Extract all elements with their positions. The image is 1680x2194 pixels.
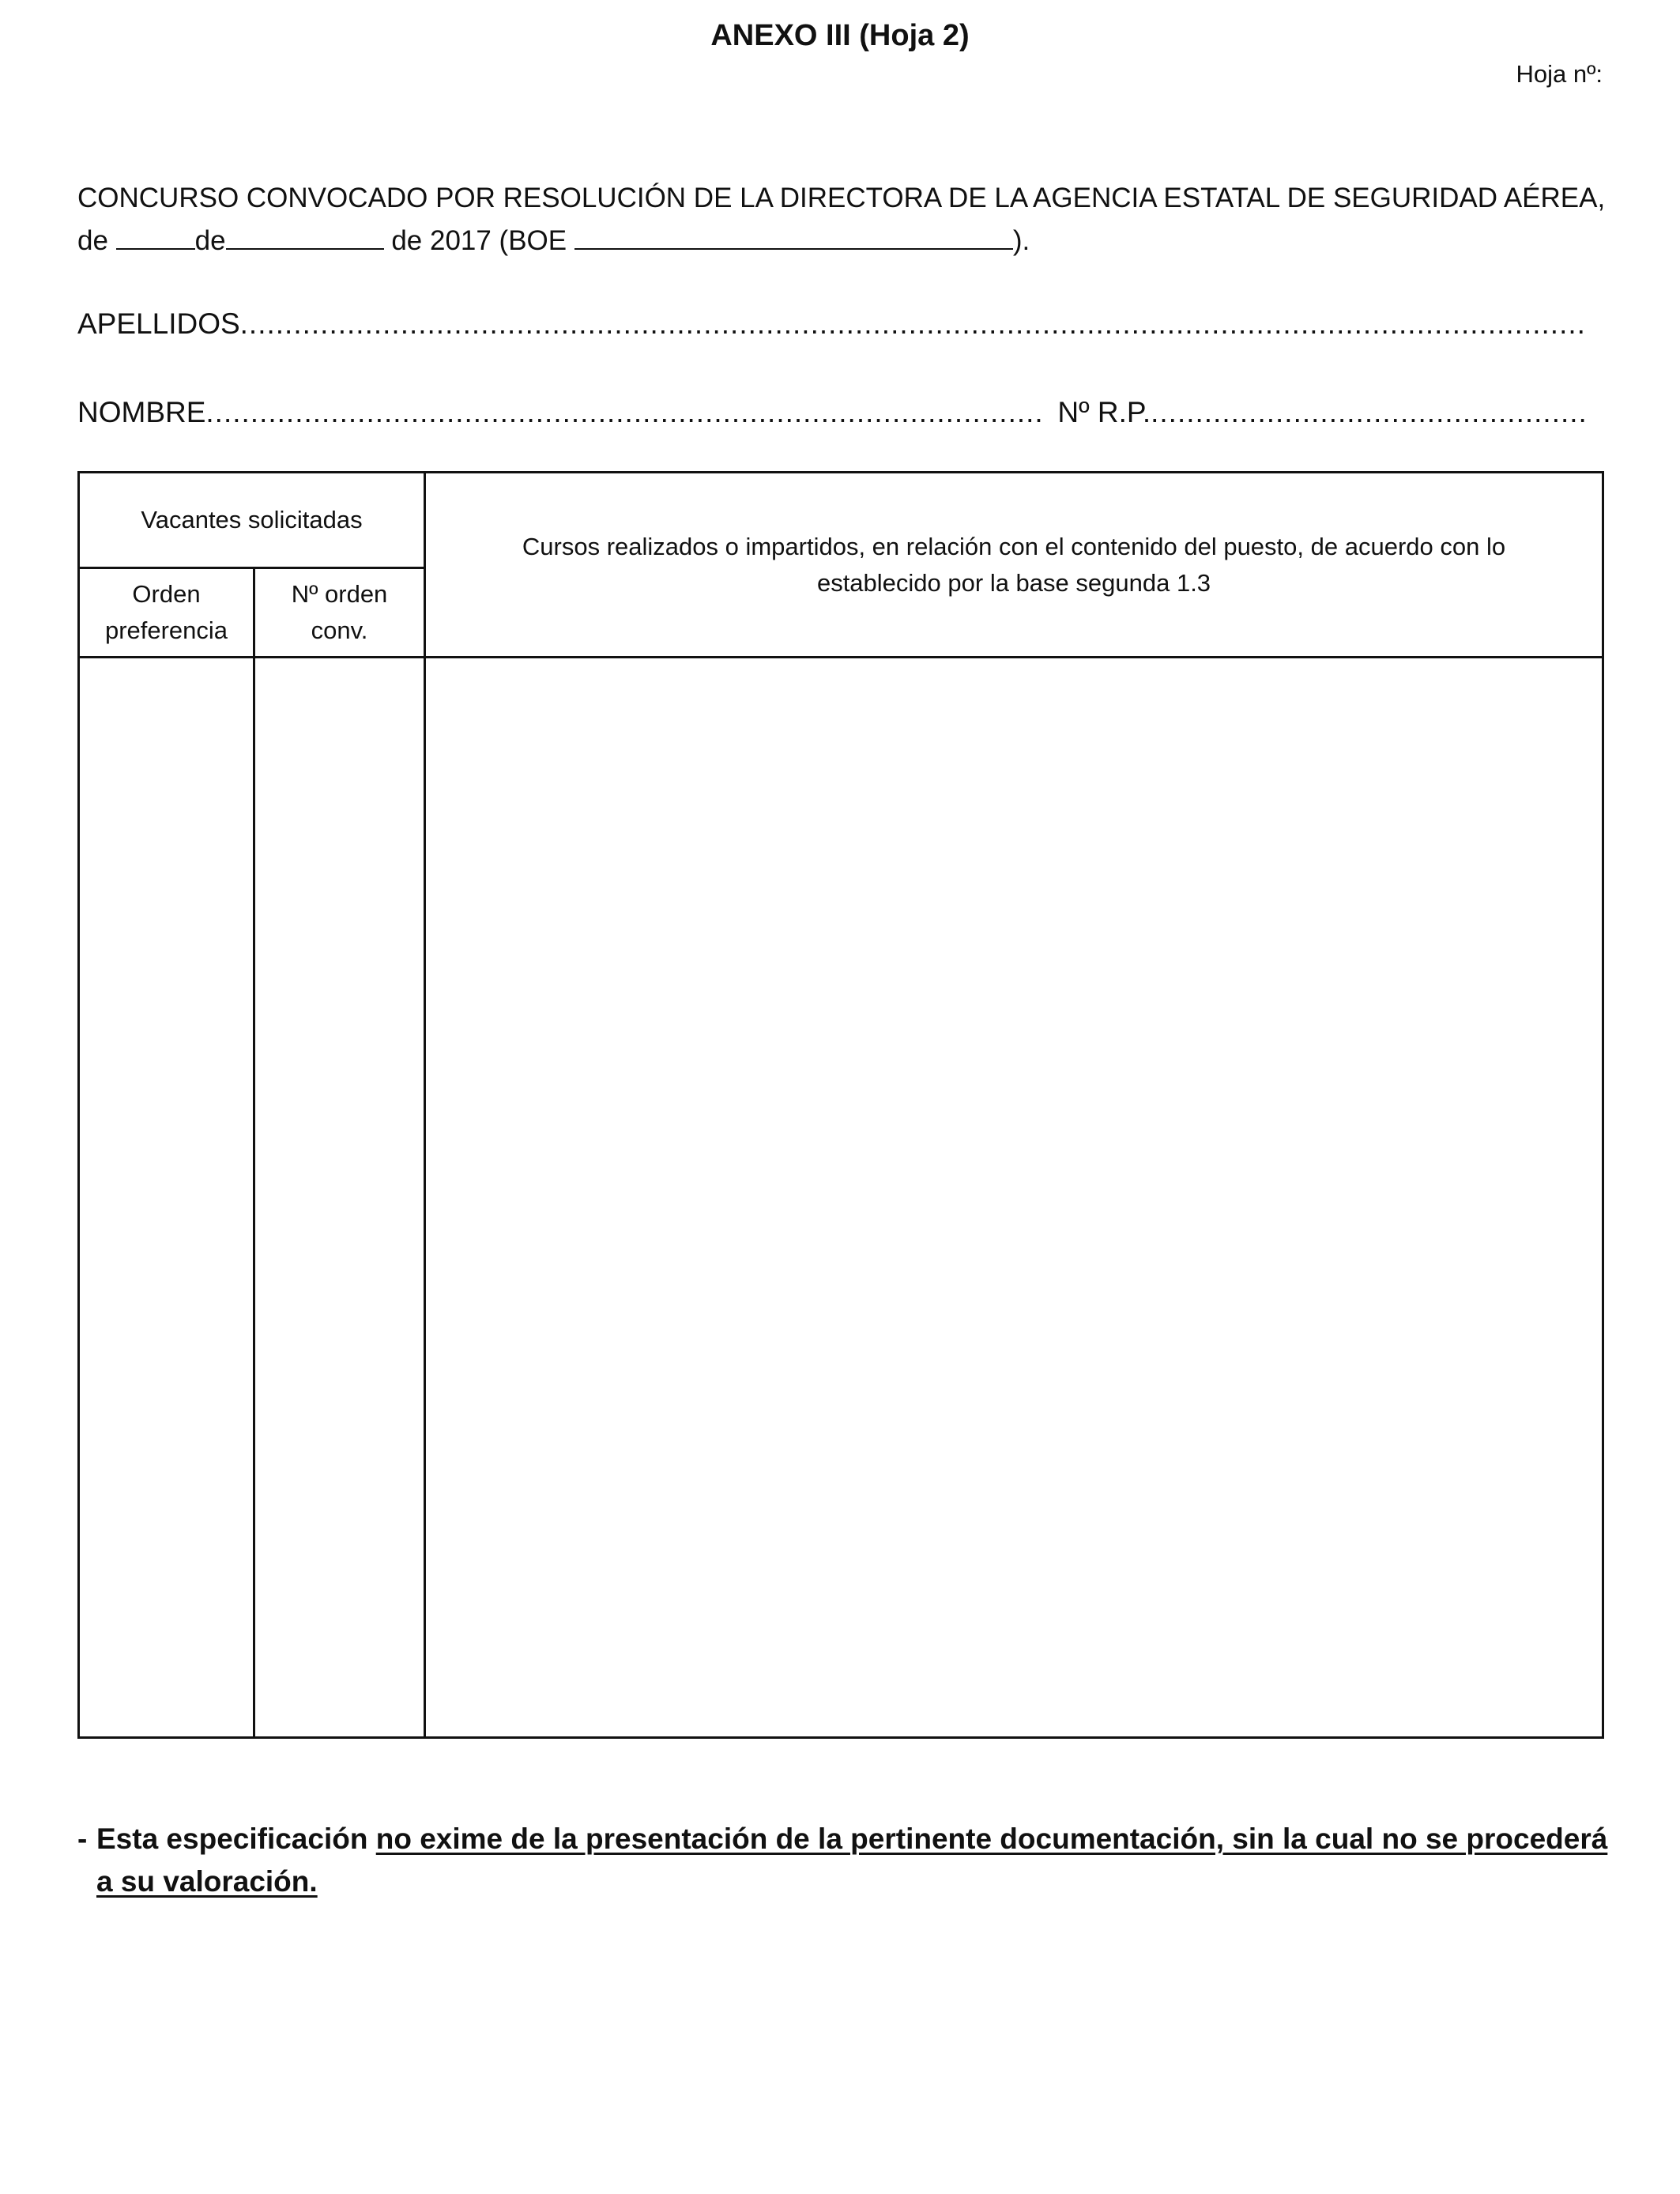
conv-order-cell[interactable] <box>254 658 425 1738</box>
table-header-row <box>79 473 1603 568</box>
surname-label: APELLIDOS <box>77 307 240 340</box>
closing-text: ). <box>1012 225 1030 256</box>
surname-dotted-field[interactable] <box>240 305 1587 343</box>
name-field-row <box>77 394 1587 432</box>
conv-order-label: Nº orden conv. <box>291 580 388 644</box>
order-preference-label: Orden preferencia <box>104 580 228 644</box>
date-prefix: de <box>77 225 116 256</box>
rp-label: Nº R.P. <box>1057 396 1151 428</box>
order-preference-cell[interactable] <box>79 658 254 1738</box>
courses-cell[interactable] <box>425 658 1603 1738</box>
boe-blank-field[interactable] <box>574 224 1013 250</box>
order-preference-header <box>79 568 254 658</box>
surname-field-row <box>77 305 1587 343</box>
table-row <box>79 658 1603 1738</box>
courses-header-label: Cursos realizados o impartidos, en relación con el contenido del puesto, de acuerdo con lo establecido por la base segunda 1.3 <box>522 532 1506 597</box>
day-blank-field[interactable] <box>116 224 195 250</box>
sheet-number-label: Hoja nº: <box>1516 60 1603 88</box>
page-title: ANEXO III (Hoja 2) <box>710 19 970 52</box>
name-dotted-field[interactable] <box>205 394 1043 432</box>
call-heading-line-1: CONCURSO CONVOCADO POR RESOLUCIÓN DE LA DIRECTORA DE LA AGENCIA ESTATAL DE SEGURIDAD AÉREA, <box>77 183 1606 213</box>
date-de: de <box>194 225 226 256</box>
footer-note-body <box>77 1818 1610 1903</box>
footer-bullet: - <box>77 1823 88 1855</box>
courses-table <box>77 471 1604 1739</box>
call-heading-line-2 <box>77 223 1618 259</box>
courses-header <box>425 473 1603 658</box>
vacancies-header <box>79 473 425 568</box>
footer-note <box>77 1818 1610 1903</box>
conv-order-header <box>254 568 425 658</box>
month-blank-field[interactable] <box>226 224 384 250</box>
name-label: NOMBRE <box>77 396 206 428</box>
vacancies-header-label: Vacantes solicitadas <box>141 506 363 533</box>
footer-underlined-text: no exime de la presentación de la pertinente documentación, sin la cual no se procederá a su valoración. <box>96 1823 1608 1898</box>
year-text: de 2017 (BOE <box>383 225 574 256</box>
rp-dotted-field[interactable] <box>1151 394 1587 432</box>
footer-lead-text: Esta especificación <box>96 1823 376 1855</box>
